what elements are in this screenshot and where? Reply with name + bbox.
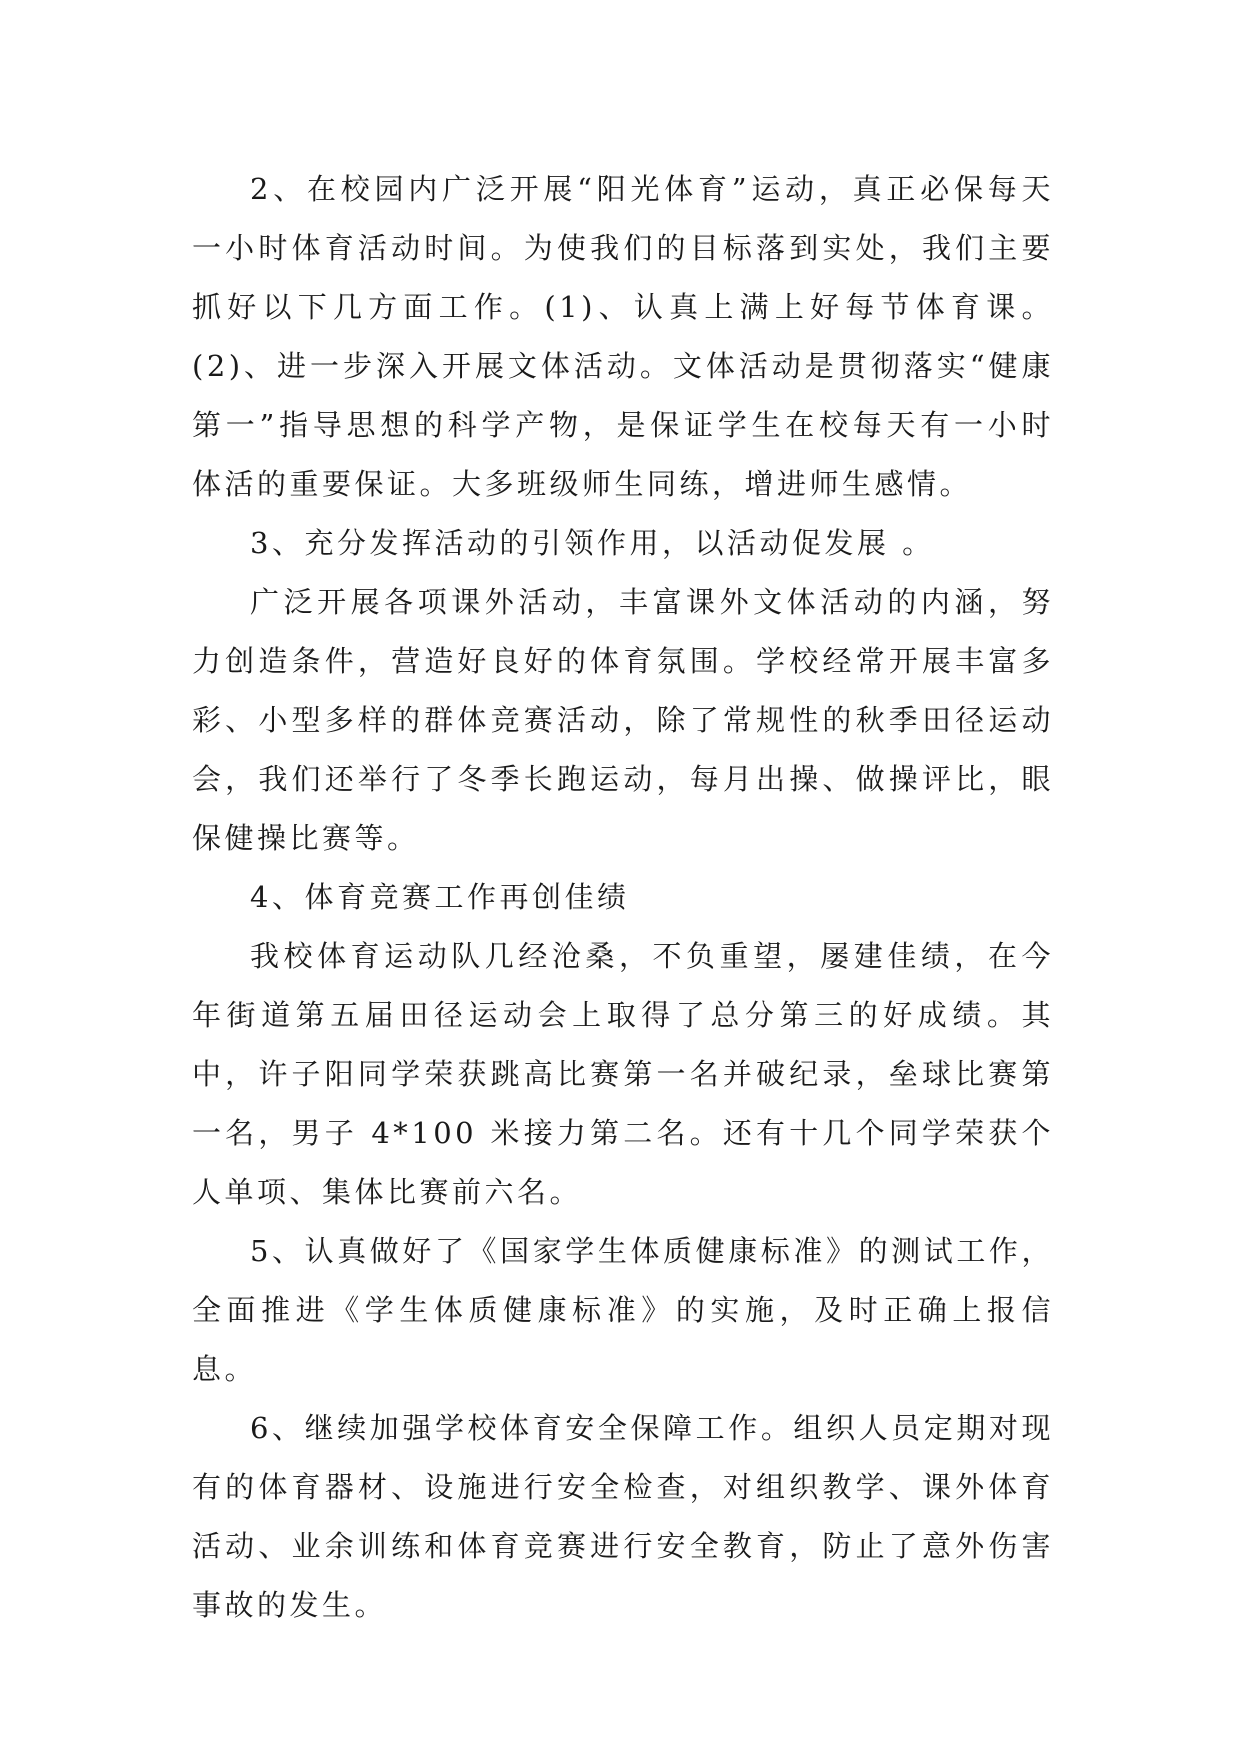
paragraph-competition-results: 我校体育运动队几经沧桑，不负重望，屡建佳绩，在今年街道第五届田径运动会上取得了总分第三的好成绩。其中，许子阳同学荣获跳高比赛第一名并破纪录，垒球比赛第一名，男子 4*100 米接力第二名。还有十几个同学荣获个人单项、集体比赛前六名。 bbox=[192, 939, 1054, 1209]
paragraph-competition-heading: 4、体育竞赛工作再创佳绩 bbox=[250, 880, 630, 914]
paragraph-health-standard: 5、认真做好了《国家学生体质健康标准》的测试工作，全面推进《学生体质健康标准》的实施，及时正确上报信息。 bbox=[192, 1234, 1054, 1386]
paragraph-activity-leading: 3、充分发挥活动的引领作用，以活动促发展 。 bbox=[250, 526, 935, 560]
document-body bbox=[192, 160, 1054, 1635]
paragraph-extracurricular: 广泛开展各项课外活动，丰富课外文体活动的内涵，努力创造条件，营造好良好的体育氛围。学校经常开展丰富多彩、小型多样的群体竞赛活动，除了常规性的秋季田径运动会，我们还举行了冬季长跑运动，每月出操、做操评比，眼保健操比赛等。 bbox=[192, 585, 1054, 855]
paragraph-safety: 6、继续加强学校体育安全保障工作。组织人员定期对现有的体育器材、设施进行安全检查，对组织教学、课外体育活动、业余训练和体育竞赛进行安全教育，防止了意外伤害事故的发生。 bbox=[192, 1411, 1054, 1622]
paragraph-sunshine-sports: 2、在校园内广泛开展“阳光体育”运动，真正必保每天一小时体育活动时间。为使我们的目标落到实处，我们主要抓好以下几方面工作。(1)、认真上满上好每节体育课。(2)、进一步深入开展文体活动。文体活动是贯彻落实“健康第一”指导思想的科学产物，是保证学生在校每天有一小时体活的重要保证。大多班级师生同练，增进师生感情。 bbox=[192, 172, 1054, 501]
